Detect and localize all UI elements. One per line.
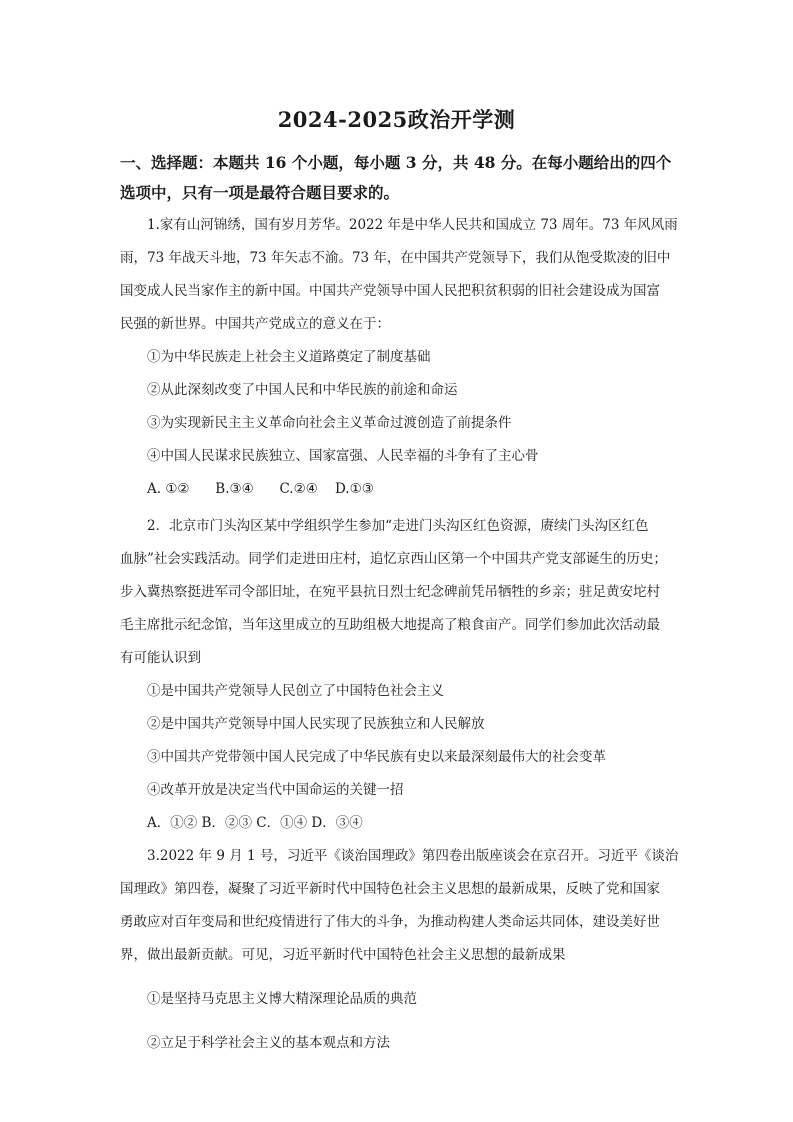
q1-item: ②从此深刻改变了中国人民和中华民族的前途和命运 (147, 382, 458, 398)
q2-text-line: 2．北京市门头沟区某中学组织学生参加“走进门头沟区红色资源，赓续门头沟区红色 (147, 518, 649, 534)
q1-item: ①为中华民族走上社会主义道路奠定了制度基础 (147, 349, 431, 365)
q2-item: ③中国共产党带领中国人民完成了中华民族有史以来最深刻最伟大的社会变革 (147, 749, 606, 765)
q2-item: ①是中国共产党领导人民创立了中国特色社会主义 (147, 683, 444, 699)
q2-options: A．①② B．②③ C．①④ D．③④ (147, 815, 363, 831)
q2-text-line: 血脉”社会实践活动。同学们走进田庄村，追忆京西山区第一个中国共产党支部诞生的历史； (120, 551, 667, 567)
q3-text-line: 3.2022 年 9 月 1 号，习近平《谈治国理政》第四卷出版座谈会在京召开。习近平《谈治 (147, 848, 679, 864)
q1-text-line: 1.家有山河锦绣，国有岁月芳华。2022 年是中华人民共和国成立 73 周年。73 年风风雨 (147, 217, 678, 233)
section-heading-line-1: 一、选择题：本题共 16 个小题，每小题 3 分，共 48 分。在每小题给出的四个 (120, 153, 672, 172)
q1-text-line: 雨，73 年战天斗地，73 年矢志不渝。73 年，在中国共产党领导下，我们从饱受欺凌的旧中 (120, 250, 671, 266)
q1-text-line: 民强的新世界。中国共产党成立的意义在于： (120, 316, 390, 332)
q3-item: ②立足于科学社会主义的基本观点和方法 (147, 1035, 390, 1051)
q3-item: ①是坚持马克思主义博大精深理论品质的典范 (147, 991, 417, 1007)
q1-text-line: 国变成人民当家作主的新中国。中国共产党领导中国人民把积贫积弱的旧社会建设成为国富 (120, 283, 660, 299)
q2-item: ④改革开放是决定当代中国命运的关键一招 (147, 782, 404, 798)
q2-item: ②是中国共产党领导中国人民实现了民族独立和人民解放 (147, 716, 485, 732)
page-title: 2024-2025政治开学测 (277, 107, 516, 132)
q2-text-line: 有可能认识到 (120, 650, 201, 666)
section-heading-line-2: 选项中，只有一项是最符合题目要求的。 (120, 183, 400, 202)
q1-options: A. ①② B.③④ C.②④ D.①③ (147, 481, 374, 497)
q3-text-line: 国理政》第四卷，凝聚了习近平新时代中国特色社会主义思想的最新成果，反映了党和国家 (120, 881, 660, 897)
q1-item: ④中国人民谋求民族独立、国家富强、人民幸福的斗争有了主心骨 (147, 448, 539, 464)
q2-text-line: 毛主席批示纪念馆，当年这里成立的互助组极大地提高了粮食亩产。同学们参加此次活动最 (120, 617, 660, 633)
q3-text-line: 勇敢应对百年变局和世纪疫情进行了伟大的斗争，为推动构建人类命运共同体，建设美好世 (120, 914, 660, 930)
q2-text-line: 步入冀热察挺进军司令部旧址，在宛平县抗日烈士纪念碑前凭吊牺牲的乡亲；驻足黄安坨村 (120, 584, 660, 600)
q1-item: ③为实现新民主主义革命向社会主义革命过渡创造了前提条件 (147, 415, 512, 431)
q3-text-line: 界，做出最新贡献。可见，习近平新时代中国特色社会主义思想的最新成果 (120, 947, 566, 963)
